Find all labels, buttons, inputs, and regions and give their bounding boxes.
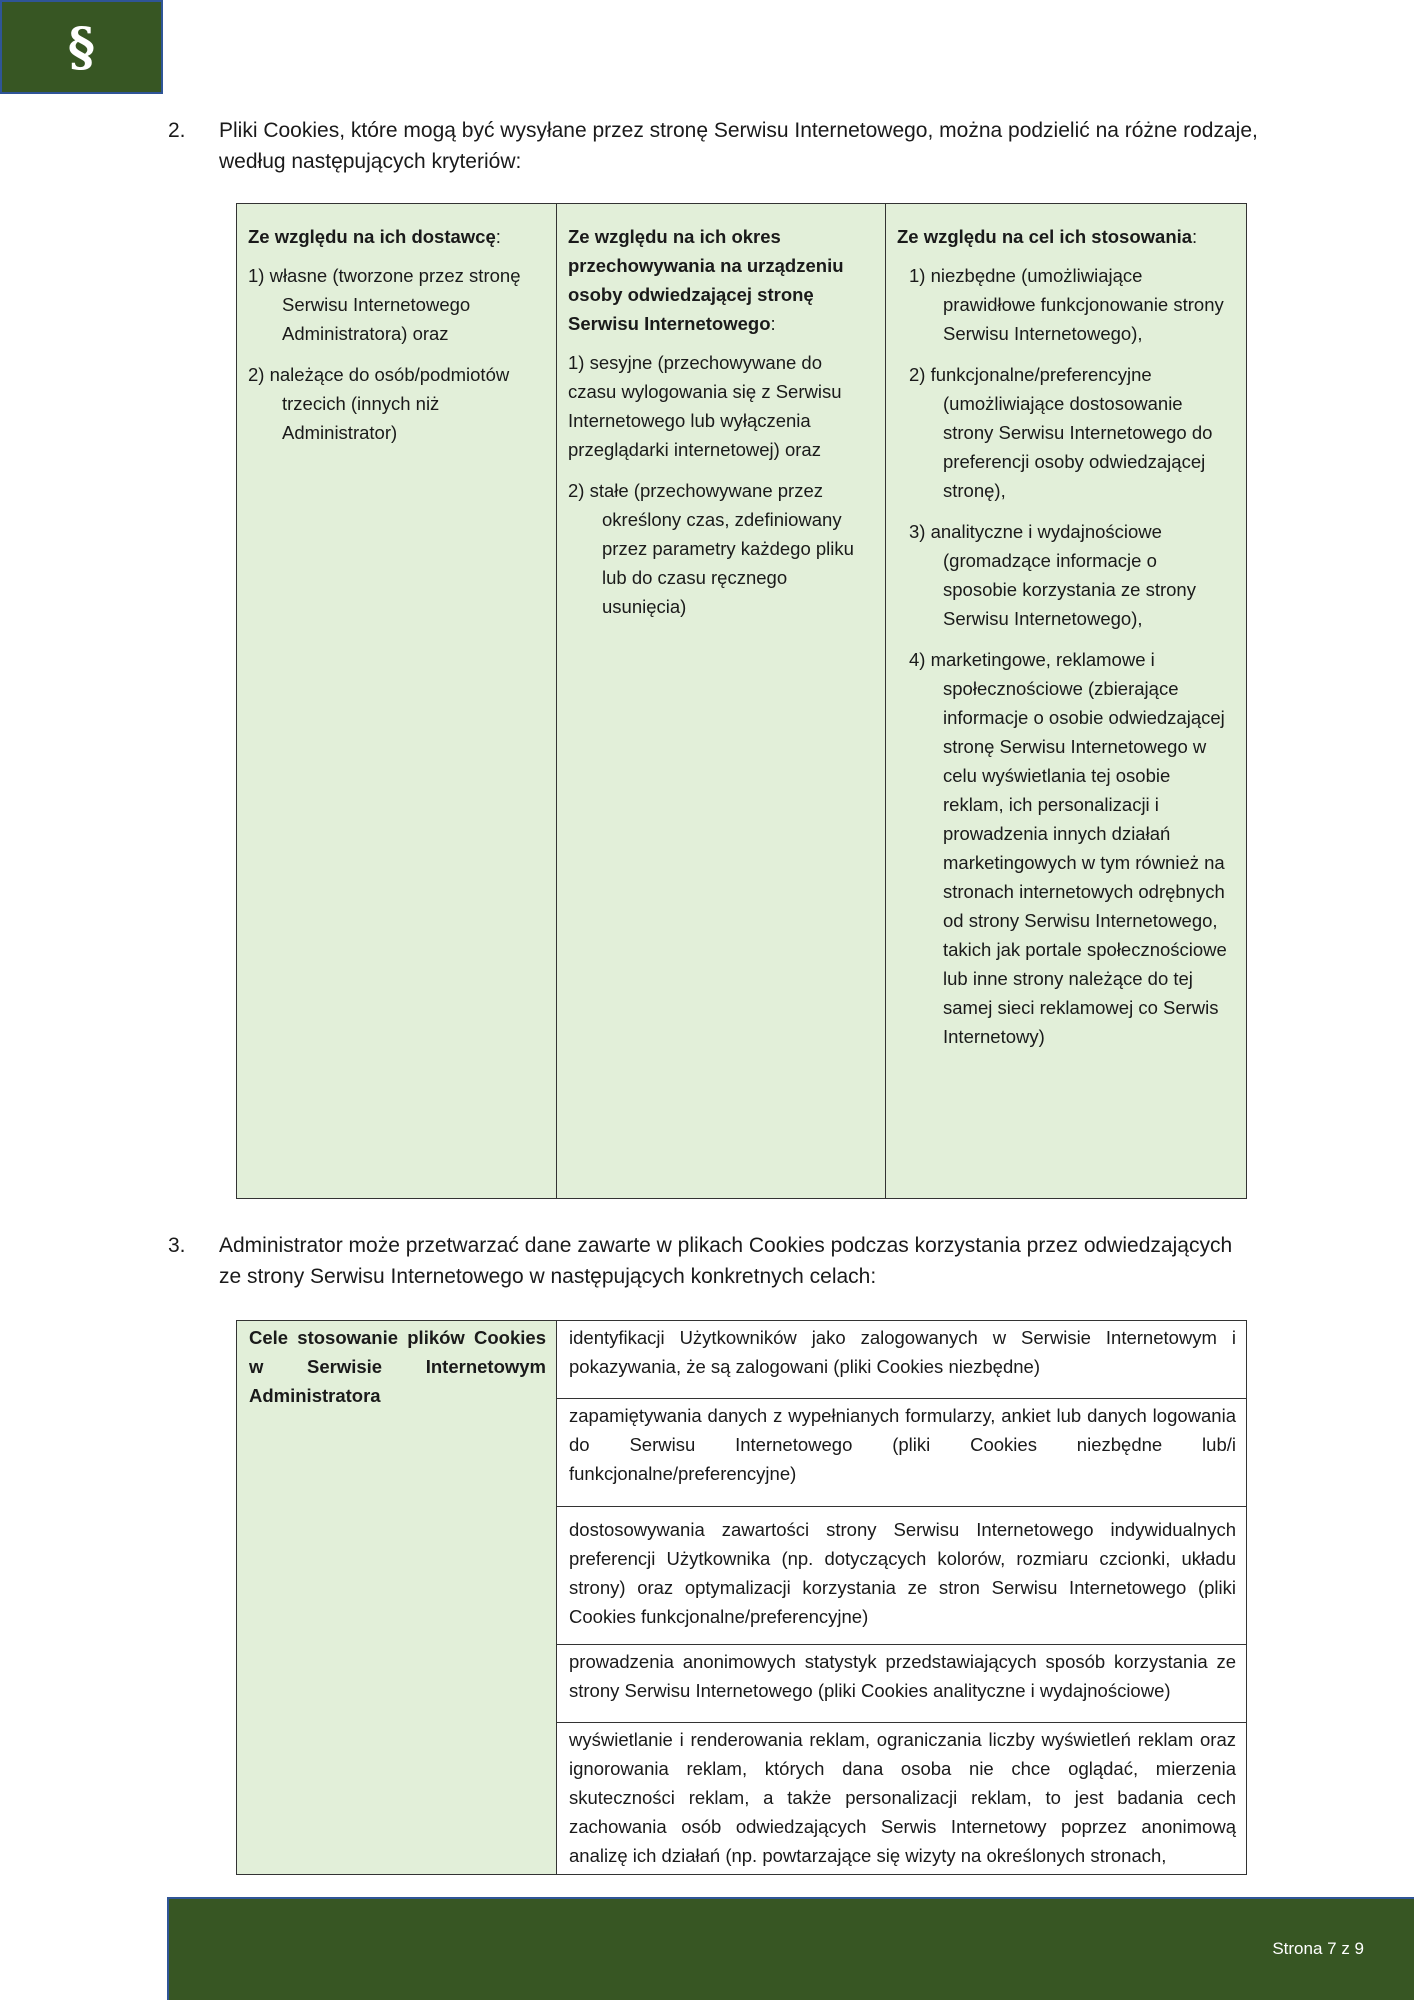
list-item: 1) sesyjne (przechowywane do czasu wylogowania się z Serwisu Internetowego lub wyłączenia przeglądarki internetowej) oraz — [568, 352, 842, 460]
paragraph-text: Administrator może przetwarzać dane zawarte w plikach Cookies podczas korzystania przez odwiedzających ze strony Serwisu Internetowego w następujących konkretnych celach: — [219, 1234, 1233, 1288]
cookie-types-table — [236, 203, 1247, 1199]
paragraph-3 — [168, 1230, 1258, 1292]
paragraph-number: 2. — [168, 119, 186, 142]
list-item: 2) stałe (przechowywane przez określony czas, zdefiniowany przez parametry każdego pliku lub do czasu ręcznego usunięcia) — [568, 480, 854, 617]
paragraph-text: Pliki Cookies, które mogą być wysyłane przez stronę Serwisu Internetowego, można podzielić na różne rodzaje, według następujących kryteriów: — [219, 119, 1258, 173]
paragraph-2 — [168, 115, 1258, 177]
column-heading: Ze względu na ich dostawcę — [248, 226, 496, 247]
page-footer — [167, 1897, 1414, 2000]
purpose-row: prowadzenia anonimowych statystyk przedstawiających sposób korzystania ze strony Serwisu Internetowego (pliki Cookies analityczne i wydajnościowe) — [557, 1645, 1247, 1723]
list-item: 2) należące do osób/podmiotów trzecich (innych niż Administrator) — [248, 364, 510, 443]
purpose-row: dostosowywania zawartości strony Serwisu Internetowego indywidualnych preferencji Użytkownika (np. dotyczących kolorów, rozmiaru czcionki, układu strony) oraz optymalizacji korzystania ze stron Serwisu Internetowego (pliki Cookies funkcjonalne/preferencyjne) — [557, 1507, 1247, 1645]
list-item: 3) analityczne i wydajnościowe (gromadzące informacje o sposobie korzystania ze strony Serwisu Internetowego), — [909, 521, 1196, 629]
column-storage-period: Ze względu na ich okres przechowywania na urządzeniu osoby odwiedzającej stronę Serwisu Internetowego: 1) sesyjne (przechowywane do czasu wylogowania się z Serwisu Internetowego lub wyłączenia przeglądarki internetowej) oraz 2) stałe (przechowywane przez określony czas, zdefiniowany przez parametry każdego pliku lub do czasu ręcznego usunięcia) — [557, 204, 886, 1199]
cookie-purposes-table — [236, 1320, 1247, 1875]
purpose-row: identyfikacji Użytkowników jako zalogowanych w Serwisie Internetowym i pokazywania, że są zalogowani (pliki Cookies niezbędne) — [557, 1321, 1247, 1399]
list-item: 4) marketingowe, reklamowe i społecznościowe (zbierające informacje o osobie odwiedzającej stronę Serwisu Internetowego w celu wyświetlania tej osobie reklam, ich personalizacji i prowadzenia innych działań marketingowych w tym również na stronach internetowych odrębnych od strony Serwisu Internetowego, takich jak portale społecznościowe lub inne strony należące do tej samej sieci reklamowej co Serwis Internetowy) — [909, 649, 1227, 1047]
list-item: 1) własne (tworzone przez stronę Serwisu Internetowego Administratora) oraz — [248, 265, 521, 344]
list-item: 2) funkcjonalne/preferencyjne (umożliwiające dostosowanie strony Serwisu Internetowego do preferencji osoby odwiedzającej stronę), — [909, 364, 1213, 501]
purposes-label-cell: Cele stosowanie plików Cookies w Serwisie Internetowym Administratora — [237, 1321, 557, 1875]
page-number: Strona 7 z 9 — [1272, 1939, 1364, 1958]
column-provider: Ze względu na ich dostawcę: 1) własne (tworzone przez stronę Serwisu Internetowego Administratora) oraz 2) należące do osób/podmiotów trzecich (innych niż Administrator) — [237, 204, 557, 1199]
column-heading: Ze względu na ich okres przechowywania na urządzeniu osoby odwiedzającej stronę Serwisu Internetowego — [568, 226, 844, 334]
purpose-row: wyświetlanie i renderowania reklam, ograniczania liczby wyświetleń reklam oraz ignorowania reklam, których dana osoba nie chce oglądać, mierzenia skuteczności reklam, a także personalizacji reklam, to jest badania cech zachowania osób odwiedzających Serwis Internetowy poprzez anonimową analizę ich działań (np. powtarzające się wizyty na określonych stronach, — [557, 1723, 1247, 1875]
section-symbol: § — [67, 16, 96, 78]
list-item: 1) niezbędne (umożliwiające prawidłowe funkcjonowanie strony Serwisu Internetowego), — [909, 265, 1224, 344]
paragraph-number: 3. — [168, 1234, 186, 1257]
purpose-row: zapamiętywania danych z wypełnianych formularzy, ankiet lub danych logowania do Serwisu Internetowego (pliki Cookies niezbędne lub/i funkcjonalne/preferencyjne) — [557, 1399, 1247, 1507]
section-symbol-logo — [0, 0, 163, 94]
column-heading: Ze względu na cel ich stosowania — [897, 226, 1193, 247]
column-purpose: Ze względu na cel ich stosowania: 1) niezbędne (umożliwiające prawidłowe funkcjonowanie strony Serwisu Internetowego), 2) funkcjonalne/preferencyjne (umożliwiające dostosowanie strony Serwisu Internetowego do preferencji osoby odwiedzającej stronę), 3) analityczne i wydajnościowe (gromadzące informacje o sposobie korzystania ze strony Serwisu Internetowego), 4) marketingowe, reklamowe i społecznościowe (zbierające informacje o osobie odwiedzającej stronę Serwisu Internetowego w celu wyświetlania tej osobie reklam, ich personalizacji i prowadzenia innych działań marketingowych w tym również na stronach internetowych odrębnych od strony Serwisu Internetowego, takich jak portale społecznościowe lub inne strony należące do tej samej sieci reklamowej co Serwis Internetowy) — [886, 204, 1247, 1199]
